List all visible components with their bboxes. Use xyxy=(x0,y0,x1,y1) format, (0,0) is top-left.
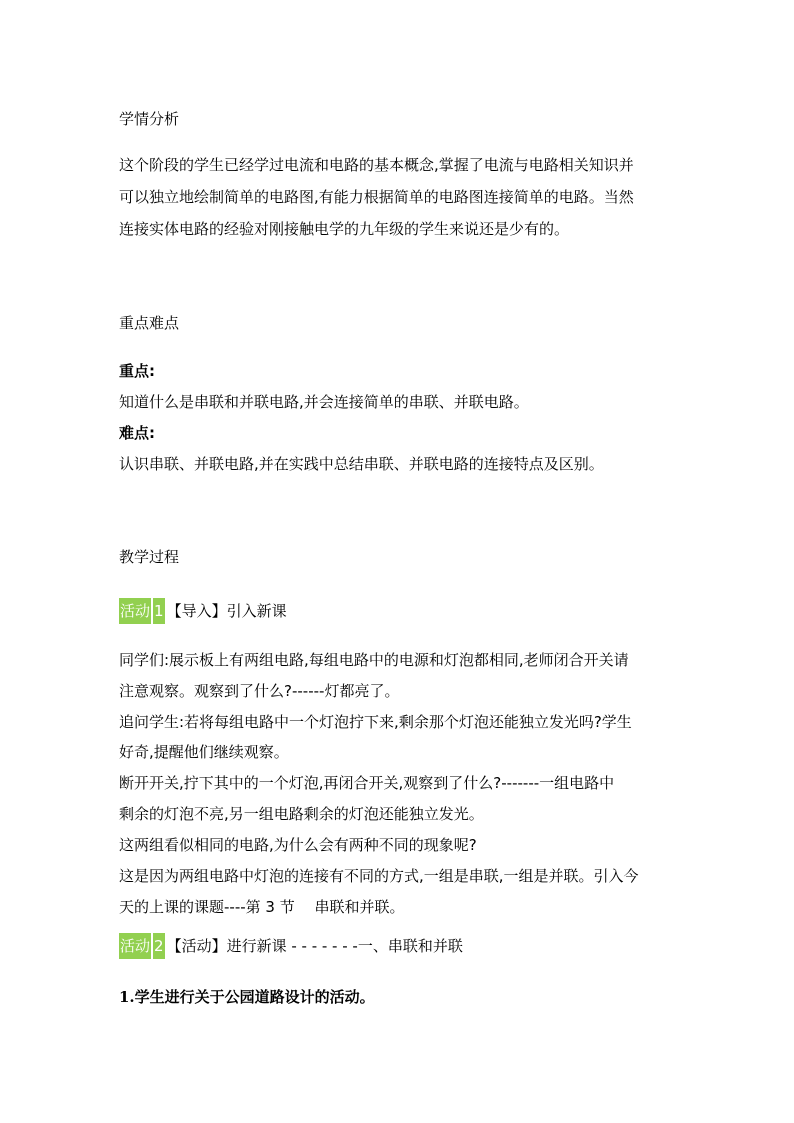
key-text: 知道什么是串联和并联电路,并会连接简单的串联、并联电路。 xyxy=(119,393,529,411)
paragraph-line: 可以独立地绘制简单的电路图,有能力根据简单的电路图连接简单的电路。当然 xyxy=(119,188,634,206)
activity-tag: 活动 xyxy=(119,933,151,959)
section-title-process: 教学过程 xyxy=(119,548,180,566)
paragraph-line: 连接实体电路的经验对刚接触电学的九年级的学生来说还是少有的。 xyxy=(119,220,570,238)
paragraph-line: 这两组看似相同的电路,为什么会有两种不同的现象呢? xyxy=(119,836,477,854)
paragraph-line: 断开开关,拧下其中的一个灯泡,再闭合开关,观察到了什么?-------一组电路中 xyxy=(119,774,615,792)
activity-title: 【导入】引入新课 xyxy=(166,602,287,620)
key-label: 重点: xyxy=(119,362,155,380)
activity-title: 【活动】进行新课 - - - - - - -一、串联和并联 xyxy=(166,937,463,955)
paragraph-line: 同学们:展示板上有两组电路,每组电路中的电源和灯泡都相同,老师闭合开关请 xyxy=(119,651,629,669)
paragraph-line: 剩余的灯泡不亮,另一组电路剩余的灯泡还能独立发光。 xyxy=(119,805,484,823)
activity-number: 1 xyxy=(153,598,165,624)
section-title-analysis: 学情分析 xyxy=(119,110,180,128)
activity-tag: 活动 xyxy=(119,598,151,624)
activity-number: 2 xyxy=(153,933,165,959)
paragraph-line: 天的上课的课题----第 3 节 串联和并联。 xyxy=(119,898,405,916)
difficulty-label: 难点: xyxy=(119,424,155,442)
paragraph-line: 好奇,提醒他们继续观察。 xyxy=(119,743,289,761)
activity-1-row xyxy=(119,598,287,624)
difficulty-text: 认识串联、并联电路,并在实践中总结串联、并联电路的连接特点及区别。 xyxy=(119,455,604,473)
activity-2-row xyxy=(119,933,463,959)
paragraph-line: 这是因为两组电路中灯泡的连接有不同的方式,一组是串联,一组是并联。引入今 xyxy=(119,867,639,885)
subheading: 1.学生进行关于公园道路设计的活动。 xyxy=(119,988,375,1006)
paragraph-line: 注意观察。观察到了什么?------灯都亮了。 xyxy=(119,682,400,700)
paragraph-line: 这个阶段的学生已经学过电流和电路的基本概念,掌握了电流与电路相关知识并 xyxy=(119,156,634,174)
paragraph-line: 追问学生:若将每组电路中一个灯泡拧下来,剩余那个灯泡还能独立发光吗?学生 xyxy=(119,713,632,731)
section-title-key-points: 重点难点 xyxy=(119,314,180,332)
